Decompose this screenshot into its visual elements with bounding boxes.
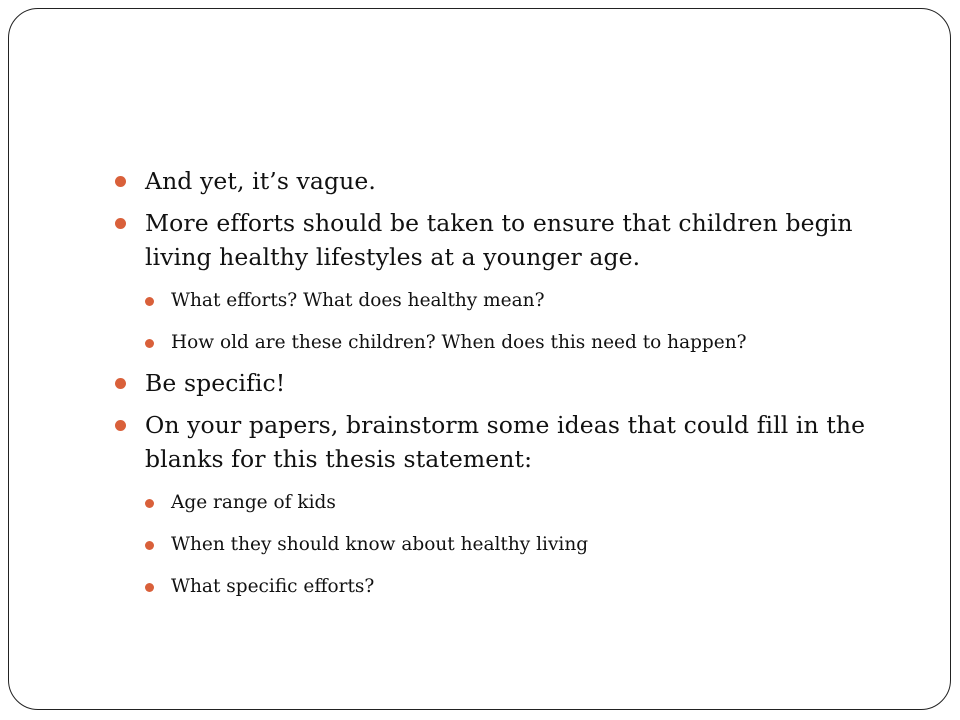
bullet-text: More efforts should be taken to ensure that children begin living healthy lifestyles at a younger age. [145, 209, 853, 271]
bullet-dot-icon [115, 420, 126, 431]
sub-bullet-item [145, 574, 895, 600]
bullet-item [115, 164, 895, 198]
bullet-text: And yet, it’s vague. [145, 167, 376, 195]
sub-bullet-dot-icon [145, 339, 154, 348]
sub-bullet-item [145, 532, 895, 558]
sub-bullet-dot-icon [145, 541, 154, 550]
bullet-item [115, 408, 895, 476]
sub-bullet-dot-icon [145, 499, 154, 508]
sub-bullet-text: Age range of kids [171, 492, 336, 513]
sub-bullet-text: What efforts? What does healthy mean? [171, 290, 545, 311]
sub-bullet-dot-icon [145, 297, 154, 306]
bullet-item [115, 206, 895, 274]
bullet-item [115, 366, 895, 400]
bullet-dot-icon [115, 176, 126, 187]
sub-bullet-dot-icon [145, 583, 154, 592]
bullet-text: On your papers, brainstorm some ideas that could fill in the blanks for this thesis statement: [145, 411, 866, 473]
sub-bullet-item [145, 288, 895, 314]
sub-bullet-text: When they should know about healthy living [171, 534, 589, 555]
sub-bullet-text: What specific efforts? [171, 576, 375, 597]
slide-body [115, 164, 895, 616]
bullet-dot-icon [115, 218, 126, 229]
bullet-dot-icon [115, 378, 126, 389]
sub-bullet-text: How old are these children? When does this need to happen? [171, 332, 747, 353]
bullet-list [115, 164, 895, 600]
bullet-text: Be specific! [145, 369, 286, 397]
slide-frame [8, 8, 951, 710]
sub-bullet-item [145, 490, 895, 516]
sub-bullet-item [145, 330, 895, 356]
